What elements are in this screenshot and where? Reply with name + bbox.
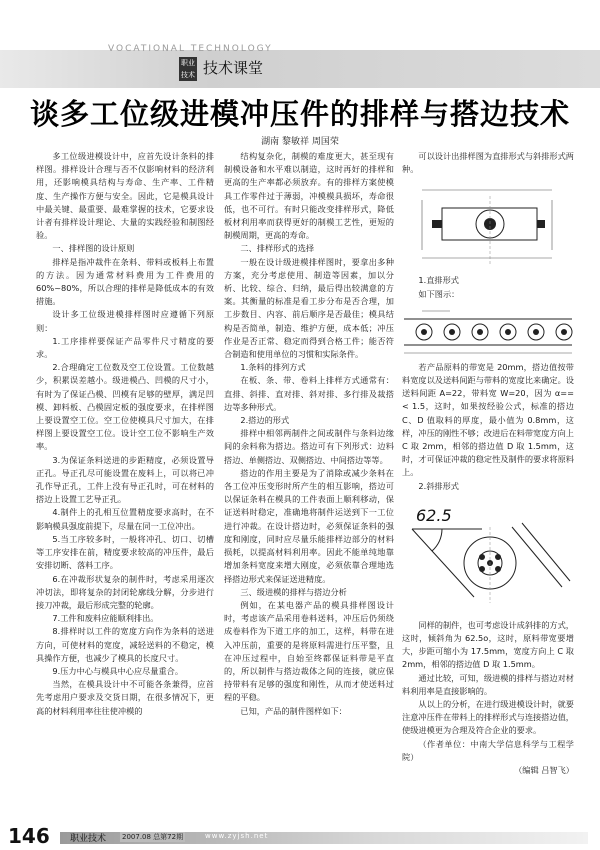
footer-journal-name: 职业技术 (70, 834, 107, 844)
paragraph: 多工位级进模设计中，应首先设计条料的排样图。排样设计合理与否不仅影响材料的经济利用，还影响模具结构与寿命、生产率、工件精度、生产操作方便与安全。因此，它是模具设计中最关键、最重要、最难掌握的技术，它要求设计者有排样设计理论、大量的实践经验和制图经验。 (36, 151, 214, 241)
paragraph: 同样的制件，也可考虑设计成斜排的方式，这时，倾斜角为 62.5o，这时，原料带宽要增大，步距可缩小为 17.5mm，宽度方向上 C 取 2mm，相邻的搭边值 D 取 1.5mm。 (402, 619, 574, 670)
section-heading: 二、排样形式的选择 (240, 243, 315, 254)
editor-credit: （编辑 吕智飞） (514, 765, 574, 776)
journal-badge: 职业技术 (181, 59, 195, 79)
paragraph: 一般在设计级进模排样图时，要拿出多种方案，充分考虑使用、制造等因素，加以分析、比较、综合、归纳，最后得出较满意的方案。其衡量的标准是看工步分布是否合理，加工步数目、内容、前后顺序是否最佳；模具结构是否简单，制造、维护方便，成本低；冲压作业是否正常、稳定而得到合格工件；能否符合制造和使用单位的习惯和实际条件。 (224, 256, 394, 360)
article-title: 谈多工位级进模冲压件的排样与搭边技术 (29, 97, 570, 131)
author-affiliation: （作者单位：中南大学信息科学与工程学院） (402, 738, 574, 762)
page-number: 146 (8, 824, 50, 848)
paragraph: 5.当工序较多时，一般将冲孔、切口、切槽等工序安排在前，精度要求较高的冲压件，最后安排切断、落料工序。 (36, 533, 214, 571)
column-2 (224, 150, 394, 718)
column-1 (36, 150, 214, 718)
header-band (0, 50, 600, 88)
paragraph: 在板、条、带、卷料上排样方式通常有：直排、斜排、直对排、斜对排、多行排及裁搭边等多种形式。 (224, 375, 394, 412)
paragraph: 例如，在某电器产品的模具排样图设计时，考虑该产品采用卷料送料，冲压后仍须绕成卷料作为下道工序的加工，这样，料带在进入冲压前，重要的是将原料需进行压平整，且在冲压过程中，自始至终都保证料带是平直的，所以制件与搭边裁体之间的连接，就应保持带料有足够的强度和刚性，从而才使送料过程的平稳。 (224, 599, 394, 703)
paragraph: 通过比较，可知，级进模的排样与搭边对材料利用率是直接影响的。 (402, 672, 574, 696)
subheading: 2.搭边的形式 (240, 415, 290, 426)
footer-issue: 2007.08 总第72期 (122, 833, 184, 841)
article-authors: 湖南 黎敏祥 周国荣 (261, 137, 339, 147)
paragraph: 当然，在模具设计中不可能各条兼得，应首先考虑用户要求及交货日期，在很多情况下，更高的材料利用率往往使冲模的 (36, 679, 214, 716)
section-heading: 三、级进模的排样与搭边分析 (240, 586, 347, 597)
page-footer (0, 820, 600, 850)
paragraph: 4.制件上的孔相互位置精度要求高时，在不影响模具强度前提下，尽量在同一工位冲出。 (36, 507, 214, 531)
page-header (0, 0, 600, 92)
paragraph: 6.在冲裁形状复杂的制件时，考虑采用逐次冲切法，即将复杂的封闭轮廓线分解，分步进行接刀冲裁，最后形成完整的轮廓。 (36, 573, 214, 610)
paragraph: 已知，产品的制件图样如下： (240, 705, 347, 716)
paragraph: 搭边的作用主要是为了消除或减少条料在各工位冲压变形时所产生的相互影响，搭边可以保证条料在模具的工件表面上顺利移动，保证送料时稳定，准确地将制件运送到下一工位进行冲裁。在设计搭边时，必须保证条料的强度和刚度，同时应尽量乐能排样边部分的材料损耗，以提高材料利用率。因此不能单纯地靠增加条料宽度来增大刚度，必须依靠合理地选择搭边形式来保证送进精度。 (224, 467, 394, 584)
subheading: 1.条料的排列方式 (240, 362, 306, 373)
paragraph: 结构复杂化，制模的难度更大，甚至现有制模设备和水平难以制造，这时再好的排样和更高的生产率都必须放弃。有的排样方案使模具工作零件过于薄弱，冲模模具损坏，寿命很低，也不可行。有时只能改变排样形式，降低板材利用率而获得更好的制模工艺性，更短的制模周期，更高的寿命。 (224, 151, 394, 241)
paragraph: 8.排样时以工件的宽度方向作为条料的送进方向，可使材料的宽度，减轻送料的不稳定，模具操作方便，也减少了模具的长度尺寸。 (36, 626, 214, 663)
footer-url: www.zyjsh.net (205, 832, 269, 840)
paragraph: 排样是指冲裁件在条料、带料或板料上布置的方法。因为通常材料费用为工件费用的 60%~80%，所以合理的排样是降低成本的有效措施。 (36, 256, 214, 307)
straight-layout-strip (402, 305, 574, 357)
column-3 (402, 150, 574, 777)
paragraph: 从以上的分析，在进行级进模设计时，就要注意冲压件在带料上的排样形式与连接搭边值，使级进模更为合理及符合企业的要求。 (402, 699, 574, 736)
paragraph: 3.为保证条料送进的步距精度，必须设置导正孔。导正孔尽可能设置在废料上，可以将已冲孔作导正孔，工件上没有导正孔时，可在材料的搭边上设置工艺导正孔。 (36, 454, 214, 505)
paragraph: 如下图示： (418, 288, 460, 299)
angled-layout-figure (402, 497, 574, 615)
part-drawing-figure (402, 180, 574, 270)
paragraph: 可以设计出排样图为直排形式与斜排形式两种。 (402, 151, 574, 175)
paragraph: 设计多工位级进模排样图时应遵循下列原则： (36, 309, 214, 333)
paragraph: 9.压力中心与模具中心应尽量重合。 (52, 665, 184, 676)
section-heading: 一、排样图的设计原则 (52, 243, 135, 254)
paragraph: 若产品原料的带宽是 20mm，搭边值按带料宽度以及送料间距与带料的宽度比来确定。设送料间距 A=22，带料宽 W=20，因为 α==< 1.5，这时，如果按经验公式，标准的搭边 C、D 值取料的厚度，最小值为 0.8mm，这样，冲压的刚性不够；改进后在料带宽度方向上 C 取 2mm，相邻的搭边值 D 取 1.5mm，这时，才可保证冲裁的稳定性及制件的要求将原料上。 (402, 361, 574, 478)
paragraph: 1.工序排样要保证产品零件尺寸精度的要求。 (36, 335, 214, 360)
paragraph: 7.工件和废料应能顺利排出。 (52, 613, 159, 624)
subheading: 2.斜排形式 (418, 480, 459, 491)
paragraph: 2.合理确定工位数及空工位设置。工位数越少，积累误差越小。级进模凸、凹模的尺寸小，有时为了保证凸模、凹模有足够的壁厚，满足凹模、卸料板、凸模固定板的强度要求，在排样图上要设置空工位。空工位使模具尺寸加大，在排样图上要设置空工位。设计空工位不影响生产效率。 (36, 362, 214, 452)
paragraph: 排样中相邻两制件之间或制件与条料边缘间的余料称为搭边。搭边可有下列形式：边料搭边、单侧搭边、双侧搭边、中间搭边等等。 (224, 428, 394, 465)
subheading: 1.直排形式 (418, 275, 459, 286)
angle-label: 62.5 (416, 505, 452, 525)
header-watermark: VOCATIONAL TECHNOLOGY (108, 44, 273, 54)
section-title: 技术课堂 (203, 59, 264, 77)
